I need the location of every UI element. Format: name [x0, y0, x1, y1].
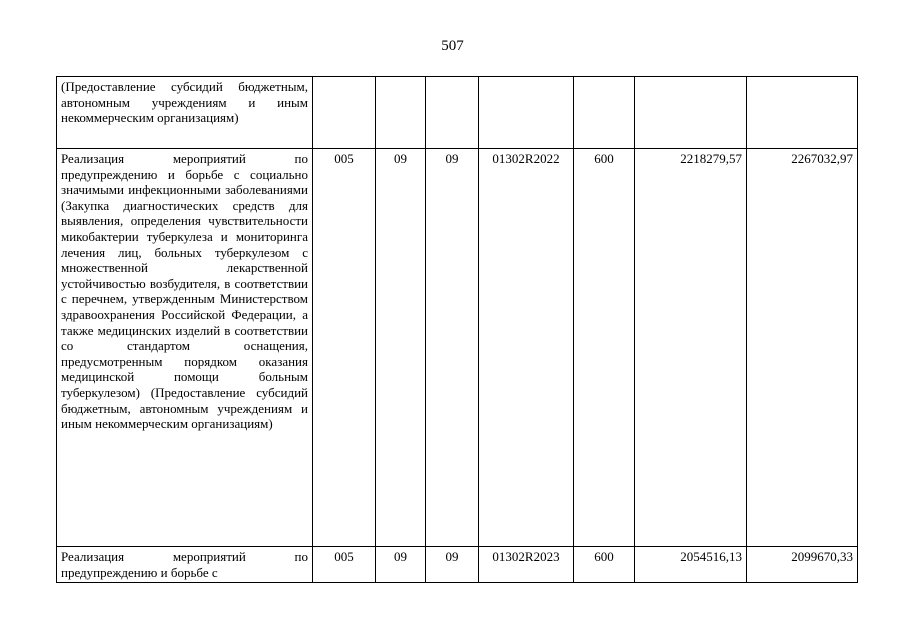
table-row — [57, 77, 858, 149]
section-code: 09 — [376, 149, 426, 547]
amount-first: 2054516,13 — [635, 547, 747, 583]
target-article-code — [479, 77, 574, 149]
expense-type-code — [574, 77, 635, 149]
budget-table — [56, 76, 858, 583]
row-description: Реализация мероприятий по предупреждению и борьбе с — [57, 547, 313, 583]
expense-type-code: 600 — [574, 547, 635, 583]
target-article-code: 01302R2022 — [479, 149, 574, 547]
amount-first — [635, 77, 747, 149]
table-row — [57, 547, 858, 583]
section-code — [376, 77, 426, 149]
target-article-code: 01302R2023 — [479, 547, 574, 583]
agency-code: 005 — [313, 149, 376, 547]
amount-second: 2099670,33 — [747, 547, 858, 583]
page-number: 507 — [441, 38, 464, 54]
subsection-code: 09 — [426, 149, 479, 547]
subsection-code: 09 — [426, 547, 479, 583]
table-row — [57, 149, 858, 547]
agency-code: 005 — [313, 547, 376, 583]
amount-second: 2267032,97 — [747, 149, 858, 547]
expense-type-code: 600 — [574, 149, 635, 547]
row-description: (Предоставление субсидий бюджетным, автономным учреждениям и иным некоммерческим организациям) — [57, 77, 313, 149]
agency-code — [313, 77, 376, 149]
amount-first: 2218279,57 — [635, 149, 747, 547]
row-description: Реализация мероприятий по предупреждению и борьбе с социально значимыми инфекционными заболеваниями (Закупка диагностических средств для выявления, определения чувствительности микобактерии туберкулеза и мониторинга лечения лиц, больных туберкулезом с множественной лекарственной устойчивостью возбудителя, в соответствии с перечнем, утвержденным Министерством здравоохранения Российской Федерации, а также медицинских изделий в соответствии со стандартом оснащения, предусмотренным порядком оказания медицинской помощи больным туберкулезом) (Предоставление субсидий бюджетным, автономным учреждениям и иным некоммерческим организациям) — [57, 149, 313, 547]
amount-second — [747, 77, 858, 149]
subsection-code — [426, 77, 479, 149]
section-code: 09 — [376, 547, 426, 583]
